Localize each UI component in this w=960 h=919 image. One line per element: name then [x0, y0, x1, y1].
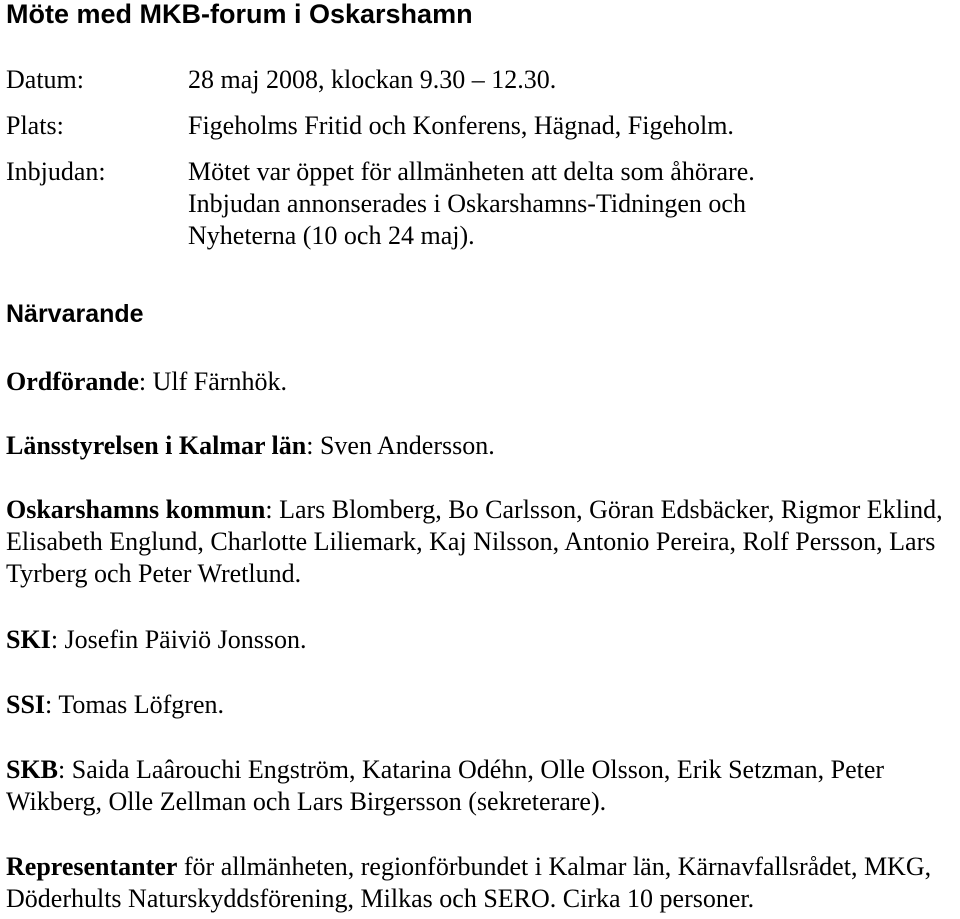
attendee-names: Ulf Färnhök. — [152, 367, 287, 396]
attendee-ski — [6, 624, 960, 656]
attendee-names: Josefin Päiviö Jonsson. — [64, 625, 307, 654]
attendee-ordforande — [6, 366, 960, 398]
attendee-names: för allmänheten, regionförbundet i Kalmar län, Kärnavfallsrådet, MKG, Döderhults Naturskyddsförening, Milkas och SERO. Cirka 10 personer. — [6, 852, 932, 913]
attendee-representanter — [6, 851, 960, 915]
separator: : — [138, 367, 153, 396]
attendee-role: SSI — [6, 690, 46, 719]
inbjudan-label: Inbjudan: — [6, 157, 106, 186]
separator: : — [306, 431, 320, 460]
separator: : — [45, 690, 59, 719]
separator: : — [50, 625, 65, 654]
separator: : — [58, 755, 72, 784]
attendee-ssi — [6, 689, 960, 721]
attendee-role: Representanter — [6, 852, 178, 881]
attendee-names: Tomas Löfgren. — [58, 690, 224, 719]
attendee-role: Ordförande — [6, 367, 139, 396]
separator: : — [265, 495, 280, 524]
document-title: Möte med MKB-forum i Oskarshamn — [6, 0, 473, 29]
inbjudan-value: Mötet var öppet för allmänheten att delta som åhörare. Inbjudan annonserades i Oskarshamns-Tidningen och Nyheterna (10 och 24 maj). — [188, 157, 755, 250]
narvarande-heading: Närvarande — [6, 300, 144, 328]
attendee-role: SKI — [6, 625, 51, 654]
attendee-role: Länsstyrelsen i Kalmar län — [6, 431, 307, 460]
attendee-oskarshamns-kommun — [6, 494, 960, 590]
attendee-role: SKB — [6, 755, 59, 784]
attendee-skb — [6, 754, 960, 818]
attendee-names: Sven Andersson. — [319, 431, 495, 460]
datum-label: Datum: — [6, 65, 84, 94]
attendee-names: Saida Laârouchi Engström, Katarina Odéhn, Olle Olsson, Erik Setzman, Peter Wikberg, Olle Zellman och Lars Birgersson (sekreterare). — [6, 755, 885, 816]
datum-value: 28 maj 2008, klockan 9.30 – 12.30. — [188, 65, 557, 94]
attendee-lansstyrelsen — [6, 430, 960, 462]
plats-value: Figeholms Fritid och Konferens, Hägnad, Figeholm. — [188, 111, 734, 140]
attendee-role: Oskarshamns kommun — [6, 495, 266, 524]
attendee-names: Lars Blomberg, Bo Carlsson, Göran Edsbäcker, Rigmor Eklind, Elisabeth Englund, Charlotte Liliemark, Kaj Nilsson, Antonio Pereira, Rolf Persson, Lars Tyrberg och Peter Wretlund. — [6, 495, 943, 588]
plats-label: Plats: — [6, 111, 64, 140]
